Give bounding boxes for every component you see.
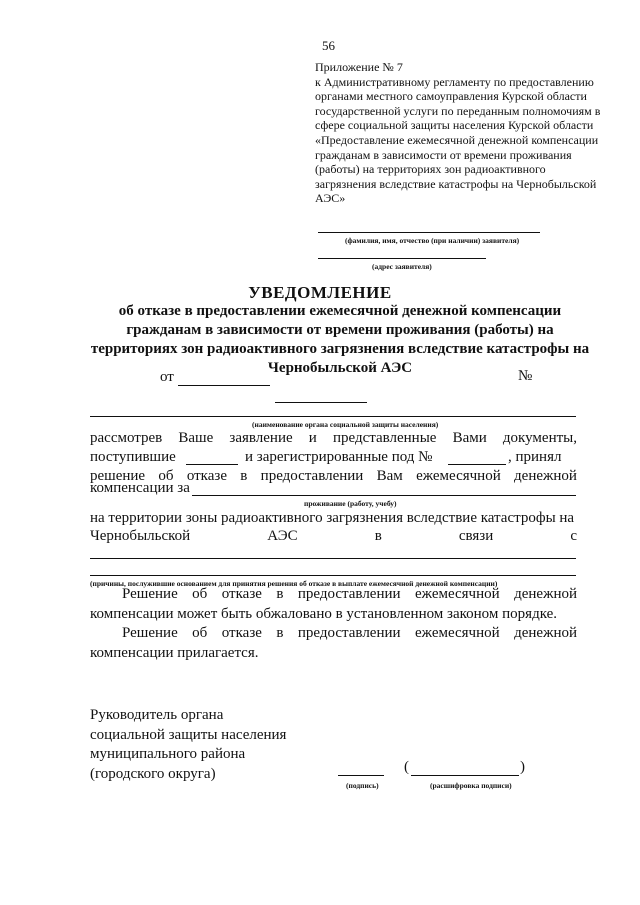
date-line <box>178 385 270 386</box>
attached-paragraph: Решение об отказе в предоставлении ежемесячной денежной компенсации прилагается. <box>90 625 577 661</box>
body-line-4: компенсации за <box>90 480 190 496</box>
body-line-2c: , принял <box>508 449 562 465</box>
org-line <box>90 416 576 417</box>
word: Вами <box>452 430 487 446</box>
word: и <box>308 430 317 446</box>
word: заявление <box>229 430 293 446</box>
word: в <box>240 468 248 484</box>
body-line-5: на территории зоны радиоактивного загрязнения вследствие катастрофы на <box>90 510 575 526</box>
word: предоставлении <box>260 468 364 484</box>
word: отказе <box>186 468 227 484</box>
word: представленные <box>332 430 437 446</box>
body-line-6 <box>90 528 577 545</box>
reasons-line-1 <box>90 558 576 559</box>
word: денежной <box>514 468 577 484</box>
open-paren: ( <box>404 759 409 775</box>
reg-number-line <box>448 464 506 465</box>
word: документы, <box>502 430 577 446</box>
body-line-1 <box>90 430 577 447</box>
word: в <box>374 528 382 544</box>
number-label: № <box>518 368 533 384</box>
body-line-2a: поступившие <box>90 449 176 465</box>
applicant-address-line <box>318 258 486 259</box>
number-short-line <box>275 402 367 403</box>
from-label: от <box>160 369 174 385</box>
signature-decode-line <box>411 775 519 776</box>
word: решение <box>90 468 146 484</box>
signature-title-line-3: муниципального района <box>90 746 246 762</box>
applicant-address-caption: (адрес заявителя) <box>372 262 432 271</box>
word: рассмотрев <box>90 430 163 446</box>
received-date-line <box>186 464 238 465</box>
applicant-name-caption: (фамилия, имя, отчество (при наличии) заявителя) <box>345 236 520 245</box>
signature-title <box>90 706 350 784</box>
word: АЭС <box>267 528 298 544</box>
applicant-name-line <box>318 232 540 233</box>
signature-title-line-4: (городского округа) <box>90 765 216 782</box>
document-title: УВЕДОМЛЕНИЕ <box>248 283 392 302</box>
signature-caption: (подпись) <box>346 781 379 790</box>
signature-line <box>338 775 384 776</box>
word: Вам <box>376 468 403 484</box>
appeal-paragraph: Решение об отказе в предоставлении ежемесячной денежной компенсации может быть обжаловано в установленном законом порядке. <box>90 586 577 622</box>
residence-line <box>192 495 576 496</box>
word: Чернобыльской <box>90 528 191 544</box>
appendix-text: к Административному регламенту по предоставлению органами местного самоуправления Курской области государственной услуги по переданным полномочиям в сфере социальной защиты населения Курской области «Предоставление ежемесячной денежной компенсации гражданам в зависимости от времени проживания (работы) на территориях зон радиоактивного загрязнения вследствие катастрофы на Чернобыльской АЭС» <box>315 74 601 206</box>
appendix-number: Приложение № 7 <box>315 60 403 74</box>
reasons-caption: (причины, послужившие основанием для принятия решения об отказе в выплате ежемесячной денежной компенсации) <box>90 579 498 588</box>
appendix-block <box>315 60 605 206</box>
word: Ваше <box>178 430 214 446</box>
residence-caption: проживание (работу, учебу) <box>304 499 397 508</box>
signature-decode-caption: (расшифровка подписи) <box>430 781 512 790</box>
signature-title-line-1: Руководитель органа <box>90 707 224 723</box>
body-line-2b: и зарегистрированные под № <box>245 449 433 465</box>
word: связи <box>458 528 494 544</box>
word: ежемесячной <box>416 468 501 484</box>
signature-title-line-2: социальной защиты населения <box>90 726 287 743</box>
page-number: 56 <box>322 38 335 53</box>
word: с <box>570 528 577 544</box>
org-caption: (наименование органа социальной защиты населения) <box>252 420 439 429</box>
word: об <box>158 468 174 484</box>
document-subtitle: об отказе в предоставлении ежемесячной денежной компенсации гражданам в зависимости от времени проживания (работы) на территориях зон радиоактивного загрязнения вследствие катастрофы на Чернобыльской АЭС <box>90 303 590 376</box>
close-paren: ) <box>520 759 525 775</box>
reasons-line-2 <box>90 575 576 576</box>
